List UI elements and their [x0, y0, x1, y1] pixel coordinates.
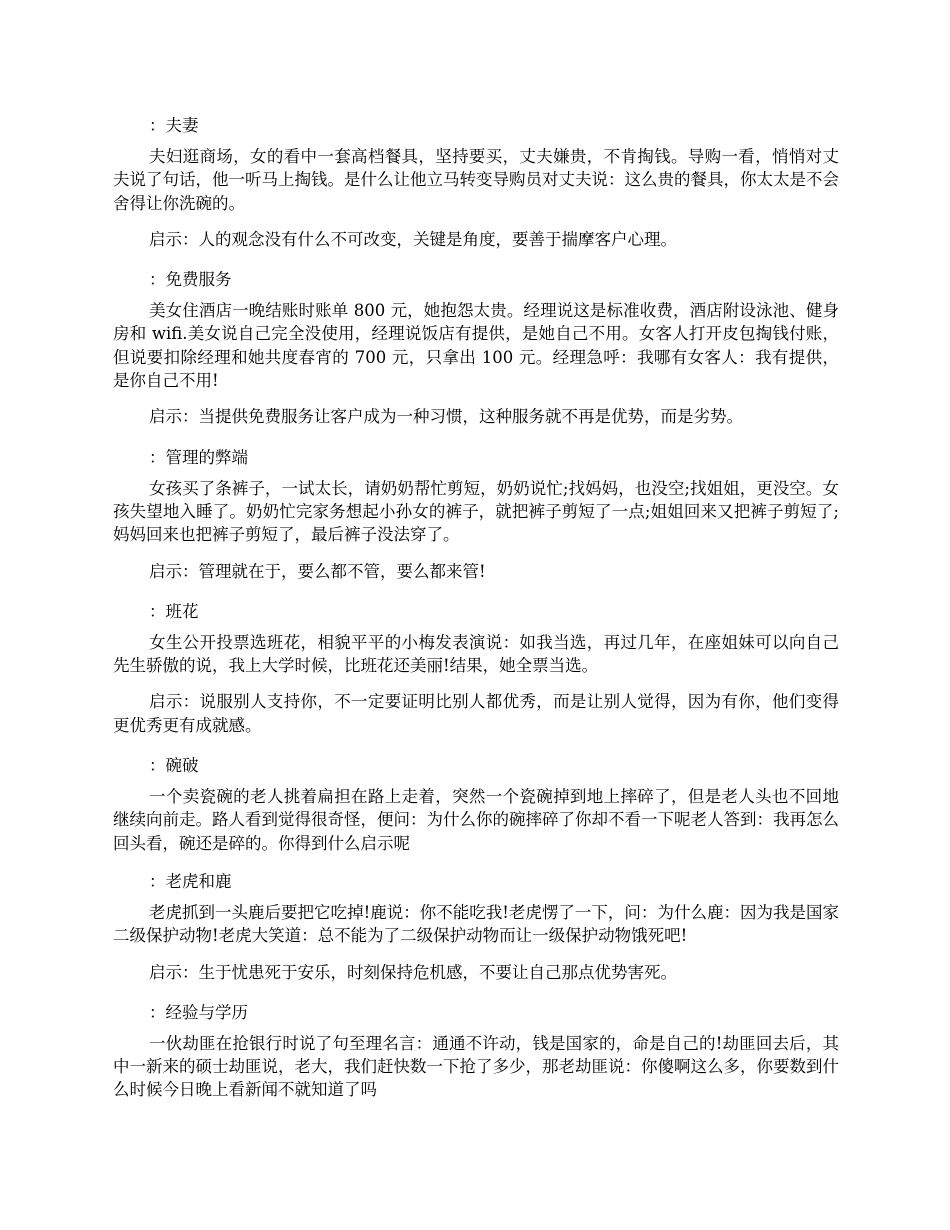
section-heading-free-service: ：免费服务 [149, 270, 232, 290]
section-body-couple: 夫妇逛商场，女的看中一套高档餐具，坚持要买，丈夫嫌贵，不肯掏钱。导购一看，悄悄对丈夫说了句话，他一听马上掏钱。是什么让他立马转变导购员对丈夫说：这么贵的餐具，你太太是不会舍得让你洗碗的。 [113, 147, 839, 213]
section-heading-couple: ：夫妻 [149, 116, 199, 135]
section-body-tiger-deer: 老虎抓到一头鹿后要把它吃掉!鹿说：你不能吃我!老虎愣了一下，问：为什么鹿：因为我是国家二级保护动物!老虎大笑道：总不能为了二级保护动物而让一级保护动物饿死吧! [113, 902, 839, 946]
section-hint-free-service: 启示：当提供免费服务让客户成为一种习惯，这种服务就不再是优势，而是劣势。 [149, 407, 743, 427]
section-body-class-beauty: 女生公开投票选班花，相貌平平的小梅发表演说：如我当选，再过几年，在座姐妹可以向自己先生骄傲的说，我上大学时候，比班花还美丽!结果，她全票当选。 [113, 632, 839, 676]
section-body-broken-bowl: 一个卖瓷碗的老人挑着扁担在路上走着，突然一个瓷碗掉到地上摔碎了，但是老人头也不回地继续向前走。路人看到觉得很奇怪，便问：为什么你的碗摔碎了你却不看一下呢老人答到：我再怎么回头看，碗还是碎的。你得到什么启示呢 [113, 787, 839, 853]
section-body-experience-degree: 一伙劫匪在抢银行时说了句至理名言：通通不许动，钱是国家的，命是自己的!劫匪回去后，其中一新来的硕士劫匪说，老大，我们赶快数一下抢了多少，那老劫匪说：你傻啊这么多，你要数到什么时候今日晚上看新闻不就知道了吗 [113, 1033, 839, 1100]
section-body-management: 女孩买了条裤子，一试太长，请奶奶帮忙剪短，奶奶说忙;找妈妈，也没空;找姐姐，更没空。女孩失望地入睡了。奶奶忙完家务想起小孙女的裤子，就把裤子剪短了一点;姐姐回来又把裤子剪短了;妈妈回来也把裤子剪短了，最后裤子没法穿了。 [113, 478, 839, 545]
section-hint-couple: 启示：人的观念没有什么不可改变，关键是角度，要善于揣摩客户心理。 [149, 229, 677, 249]
section-heading-tiger-deer: ：老虎和鹿 [149, 871, 232, 891]
section-heading-broken-bowl: ：碗破 [149, 756, 199, 776]
section-heading-class-beauty: ：班花 [149, 601, 199, 621]
section-hint-class-beauty: 启示：说服别人支持你，不一定要证明比别人都优秀，而是让别人觉得，因为有你，他们变得更优秀更有成就感。 [113, 692, 839, 735]
section-heading-experience-degree: ：经验与学历 [149, 1002, 248, 1022]
section-hint-tiger-deer: 启示：生于忧患死于安乐，时刻保持危机感，不要让自己那点优势害死。 [149, 962, 677, 982]
section-heading-management: ：管理的弊端 [149, 447, 248, 467]
section-body-free-service: 美女住酒店一晚结账时账单 800 元，她抱怨太贵。经理说这是标准收费，酒店附设泳池、健身房和 wifi.美女说自己完全没使用，经理说饭店有提供，是她自己不用。女客人打开皮包掏钱付账，但说要扣除经理和她共度春宵的 700 元，只拿出 100 元。经理急呼：我哪有女客人：我有提供，是你自己不用! [113, 301, 839, 391]
section-hint-management: 启示：管理就在于，要么都不管，要么都来管! [149, 561, 486, 581]
document-content [113, 112, 839, 1115]
